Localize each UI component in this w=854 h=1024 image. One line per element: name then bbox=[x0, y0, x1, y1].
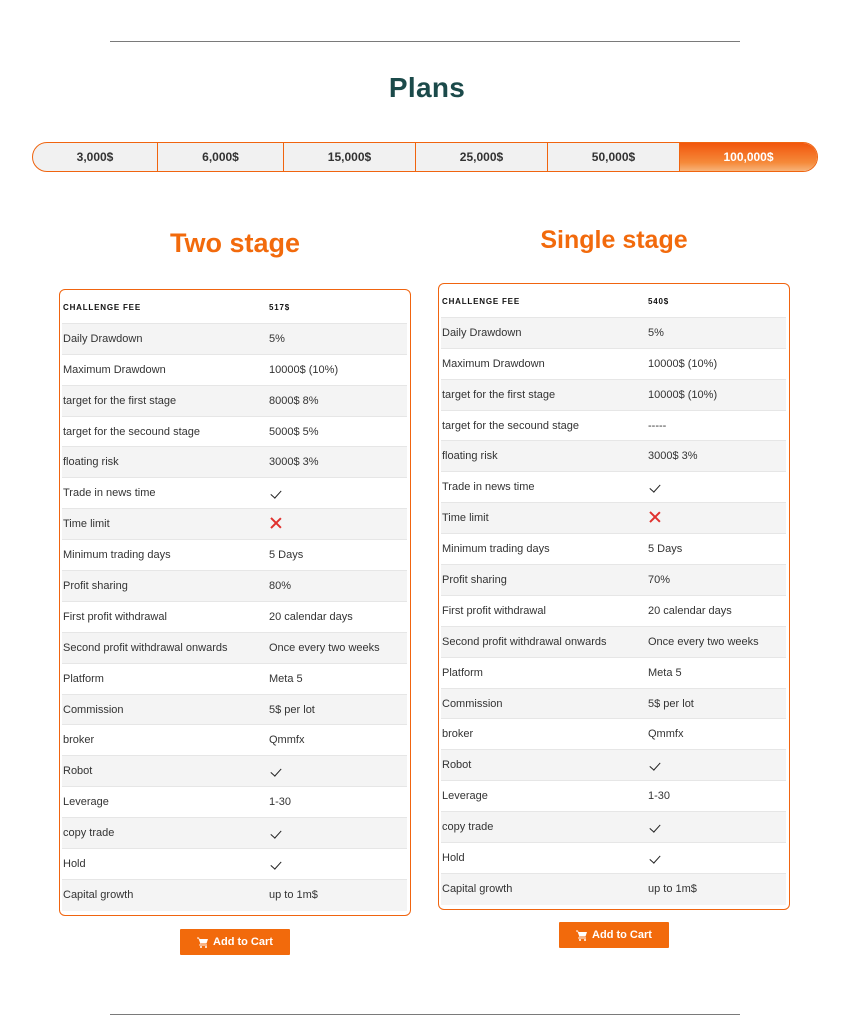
cross-icon bbox=[649, 511, 661, 523]
table-row bbox=[441, 689, 786, 720]
check-icon bbox=[649, 760, 660, 771]
tab-100000[interactable]: 100,000$ bbox=[680, 143, 817, 171]
row-value bbox=[648, 852, 786, 864]
row-label: Second profit withdrawal onwards bbox=[442, 635, 607, 648]
row-value: 5$ per lot bbox=[648, 697, 694, 710]
table-row bbox=[441, 565, 786, 596]
row-value bbox=[648, 511, 786, 526]
row-value: up to 1m$ bbox=[648, 883, 697, 896]
table-row bbox=[62, 571, 407, 602]
row-value: up to 1m$ bbox=[269, 889, 318, 902]
table-row bbox=[62, 540, 407, 571]
row-label: target for the first stage bbox=[63, 394, 177, 407]
table-row bbox=[62, 880, 407, 911]
check-icon bbox=[270, 827, 281, 838]
row-label: Capital growth bbox=[442, 883, 513, 896]
page-title: Plans bbox=[388, 72, 466, 103]
row-value bbox=[648, 481, 786, 493]
row-value: 20 calendar days bbox=[269, 610, 353, 623]
row-label: Maximum Drawdown bbox=[63, 363, 166, 376]
table-row bbox=[441, 627, 786, 658]
cross-icon bbox=[270, 517, 282, 529]
table-row bbox=[441, 380, 786, 411]
row-label: floating risk bbox=[442, 450, 498, 463]
row-label: Leverage bbox=[442, 790, 488, 803]
table-row bbox=[62, 478, 407, 509]
row-label: floating risk bbox=[63, 456, 119, 469]
row-value bbox=[269, 765, 407, 777]
table-row bbox=[62, 386, 407, 417]
row-label: copy trade bbox=[63, 827, 115, 840]
cart-icon bbox=[576, 930, 588, 941]
row-value: 5 Days bbox=[648, 543, 683, 556]
row-label: First profit withdrawal bbox=[63, 610, 167, 623]
table-row-header bbox=[62, 293, 407, 324]
table-row bbox=[62, 417, 407, 448]
table-row bbox=[62, 818, 407, 849]
table-row bbox=[441, 750, 786, 781]
row-value: 5000$ 5% bbox=[269, 425, 319, 438]
row-value: 10000$ (10%) bbox=[648, 388, 718, 401]
row-label: target for the first stage bbox=[442, 388, 556, 401]
table-row bbox=[441, 719, 786, 750]
row-label: Maximum Drawdown bbox=[442, 357, 545, 370]
row-value bbox=[269, 517, 407, 532]
add-to-cart-label: Add to Cart bbox=[213, 936, 273, 948]
row-label: Hold bbox=[63, 857, 86, 870]
two-stage-add-to-cart-button[interactable] bbox=[180, 929, 290, 955]
row-value bbox=[648, 821, 786, 833]
row-label: Trade in news time bbox=[442, 481, 535, 494]
plan-size-tabs bbox=[32, 142, 818, 172]
row-value: 3000$ 3% bbox=[269, 456, 319, 469]
row-label: Trade in news time bbox=[63, 487, 156, 500]
row-label: Capital growth bbox=[63, 889, 134, 902]
row-value: 1-30 bbox=[648, 790, 671, 803]
row-label: Platform bbox=[442, 666, 483, 679]
row-value: Meta 5 bbox=[648, 666, 682, 679]
challenge-fee-label: CHALLENGE FEE bbox=[442, 297, 520, 307]
two-stage-title: Two stage bbox=[169, 228, 301, 258]
table-row bbox=[441, 349, 786, 380]
row-label: broker bbox=[442, 728, 474, 741]
challenge-fee-value: 517$ bbox=[269, 303, 290, 313]
row-value: 80% bbox=[269, 579, 292, 592]
row-label: Commission bbox=[442, 697, 503, 710]
two-stage-table bbox=[59, 289, 411, 916]
table-row bbox=[62, 664, 407, 695]
row-label: Minimum trading days bbox=[63, 549, 171, 562]
row-label: target for the secound stage bbox=[442, 419, 579, 432]
table-row bbox=[441, 812, 786, 843]
tab-15000[interactable]: 15,000$ bbox=[284, 143, 416, 171]
table-row bbox=[441, 596, 786, 627]
single-stage-table bbox=[438, 283, 790, 910]
tab-25000[interactable]: 25,000$ bbox=[416, 143, 548, 171]
row-label: copy trade bbox=[442, 821, 494, 834]
check-icon bbox=[649, 852, 660, 863]
table-row bbox=[441, 503, 786, 534]
row-value: 3000$ 3% bbox=[648, 450, 698, 463]
check-icon bbox=[270, 488, 281, 499]
table-row bbox=[62, 725, 407, 756]
table-row bbox=[441, 318, 786, 349]
row-label: Profit sharing bbox=[63, 579, 128, 592]
row-label: Robot bbox=[63, 765, 93, 778]
row-label: broker bbox=[63, 734, 95, 747]
check-icon bbox=[270, 858, 281, 869]
check-icon bbox=[649, 821, 660, 832]
add-to-cart-label: Add to Cart bbox=[592, 929, 652, 941]
row-label: Time limit bbox=[63, 518, 110, 531]
row-value bbox=[269, 487, 407, 499]
challenge-fee-label: CHALLENGE FEE bbox=[63, 303, 141, 313]
row-label: Time limit bbox=[442, 512, 489, 525]
check-icon bbox=[649, 482, 660, 493]
table-row bbox=[62, 849, 407, 880]
bottom-divider bbox=[110, 1014, 740, 1015]
table-row bbox=[62, 695, 407, 726]
row-label: Leverage bbox=[63, 796, 109, 809]
top-divider bbox=[110, 41, 740, 42]
table-row bbox=[441, 781, 786, 812]
row-value: 10000$ (10%) bbox=[648, 357, 718, 370]
table-row bbox=[62, 756, 407, 787]
row-value: 10000$ (10%) bbox=[269, 363, 339, 376]
table-row-header bbox=[441, 287, 786, 318]
table-row bbox=[441, 441, 786, 472]
row-label: Profit sharing bbox=[442, 573, 507, 586]
cart-icon bbox=[197, 937, 209, 948]
row-label: Second profit withdrawal onwards bbox=[63, 641, 228, 654]
single-stage-title: Single stage bbox=[540, 226, 688, 254]
check-icon bbox=[270, 766, 281, 777]
row-label: Hold bbox=[442, 851, 465, 864]
table-row bbox=[441, 534, 786, 565]
table-row bbox=[62, 324, 407, 355]
table-row bbox=[62, 787, 407, 818]
table-row bbox=[441, 874, 786, 905]
row-value: 5% bbox=[269, 332, 285, 345]
table-row bbox=[62, 602, 407, 633]
tab-3000[interactable]: 3,000$ bbox=[33, 143, 158, 171]
row-value: 20 calendar days bbox=[648, 604, 732, 617]
row-value: 5$ per lot bbox=[269, 703, 315, 716]
table-row bbox=[441, 843, 786, 874]
table-row bbox=[441, 472, 786, 503]
table-row bbox=[62, 355, 407, 386]
table-row bbox=[62, 509, 407, 540]
table-row bbox=[441, 658, 786, 689]
row-value bbox=[269, 858, 407, 870]
row-value: ----- bbox=[648, 419, 667, 432]
row-value: Meta 5 bbox=[269, 672, 303, 685]
tab-50000[interactable]: 50,000$ bbox=[548, 143, 680, 171]
row-label: First profit withdrawal bbox=[442, 604, 546, 617]
row-value: 5% bbox=[648, 326, 664, 339]
row-value bbox=[648, 759, 786, 771]
row-value: Qmmfx bbox=[648, 728, 684, 741]
row-value: Once every two weeks bbox=[269, 641, 380, 654]
row-value: 70% bbox=[648, 573, 671, 586]
row-label: Minimum trading days bbox=[442, 543, 550, 556]
row-value: Qmmfx bbox=[269, 734, 305, 747]
row-value: 5 Days bbox=[269, 549, 304, 562]
row-value: Once every two weeks bbox=[648, 635, 759, 648]
table-row bbox=[62, 633, 407, 664]
row-label: target for the secound stage bbox=[63, 425, 200, 438]
row-label: Daily Drawdown bbox=[442, 326, 522, 339]
tab-6000[interactable]: 6,000$ bbox=[158, 143, 284, 171]
row-value: 1-30 bbox=[269, 796, 292, 809]
row-label: Platform bbox=[63, 672, 104, 685]
row-value: 8000$ 8% bbox=[269, 394, 319, 407]
row-label: Commission bbox=[63, 703, 124, 716]
row-label: Daily Drawdown bbox=[63, 332, 143, 345]
row-value bbox=[269, 827, 407, 839]
row-label: Robot bbox=[442, 759, 472, 772]
table-row bbox=[441, 411, 786, 442]
challenge-fee-value: 540$ bbox=[648, 297, 669, 307]
table-row bbox=[62, 447, 407, 478]
single-stage-add-to-cart-button[interactable] bbox=[559, 922, 669, 948]
